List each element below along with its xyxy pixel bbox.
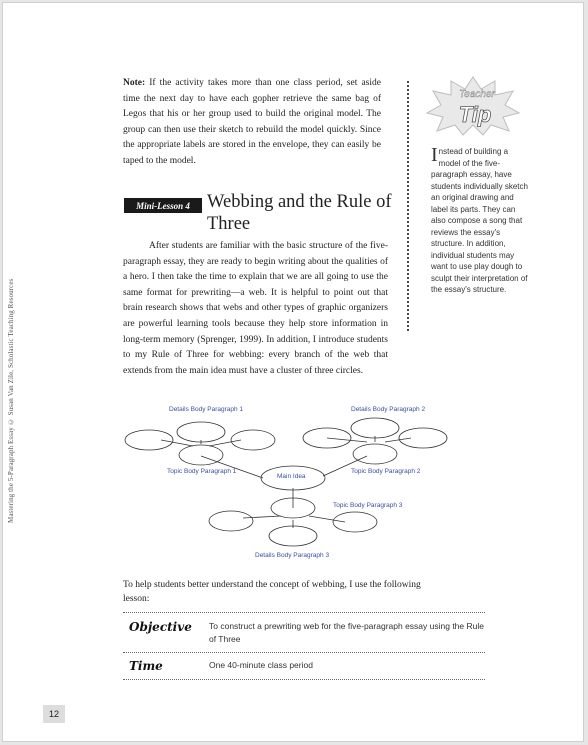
page <box>2 2 584 742</box>
detail-circle <box>333 512 377 532</box>
lesson-title: Webbing and the Rule of Three <box>207 192 392 234</box>
edge-t1-d3 <box>209 440 241 446</box>
time-row <box>123 659 485 673</box>
detail-circle <box>399 428 447 448</box>
edge-t1-d1 <box>161 440 193 446</box>
label-details-1: Details Body Paragraph 1 <box>169 406 244 413</box>
edge-t2-d1 <box>327 438 367 442</box>
teacher-tip-text <box>431 146 529 296</box>
topic-circle <box>353 444 397 464</box>
mini-lesson-tag: Mini-Lesson 4 <box>124 198 202 213</box>
table-rule-top <box>123 612 485 613</box>
edge-t3-d1 <box>243 516 281 518</box>
objective-text: To construct a prewriting web for the five-paragraph essay using the Rule of Three <box>209 621 484 644</box>
help-paragraph: To help students better understand the concept of webbing, I use the following lesson: <box>123 580 421 604</box>
detail-circle <box>209 511 253 531</box>
objective-row <box>123 620 485 645</box>
label-topic-1: Topic Body Paragraph 1 <box>167 468 237 475</box>
topic-circle <box>179 445 223 465</box>
detail-circle <box>351 418 399 438</box>
note-paragraph <box>123 76 381 169</box>
tip-dropcap: I <box>431 144 438 166</box>
table-rule-middle <box>123 652 485 653</box>
detail-circle <box>269 526 317 546</box>
badge-top-text: Teacher <box>459 89 495 100</box>
detail-circle <box>125 430 173 450</box>
tip-body: nstead of building a model of the five-paragraph essay, have students individually sketch an original drawing and label its parts. They can also compose a song that reviews the essay's structure. In addition, individual students may want to use play dough to sculpt their interpretation of the essay's structure. <box>431 147 528 294</box>
edge-t2-d3 <box>385 438 411 442</box>
time-text: One 40-minute class period <box>209 660 313 670</box>
label-details-3: Details Body Paragraph 3 <box>255 552 330 559</box>
web-diagram-svg <box>113 398 453 568</box>
page-number: 12 <box>43 705 65 723</box>
note-label: Note: <box>123 78 146 88</box>
tip-divider <box>407 81 409 331</box>
note-text: If the activity takes more than one class period, set aside time the next day to have each gopher retrieve the same bag of Legos that his or her group used to build the original model. The group can then use their sketch to rebuild the model quickly. Since the appropriate labels are stored in the envelope, they can easily be taped to the model. <box>123 78 381 166</box>
objective-label: Objective <box>129 620 192 634</box>
detail-circle <box>177 422 225 442</box>
web-diagram <box>113 398 453 568</box>
teacher-tip-badge <box>425 75 521 137</box>
label-topic-2: Topic Body Paragraph 2 <box>351 468 421 475</box>
time-label: Time <box>129 659 163 673</box>
table-rule-bottom <box>123 679 485 680</box>
side-caption: Mastering the 5-Paragraph Essay © Susan Van Zile, Scholastic Teaching Resources <box>7 278 15 523</box>
label-main-idea: Main Idea <box>277 473 306 480</box>
edge-t3-d3 <box>309 516 345 522</box>
label-topic-3: Topic Body Paragraph 3 <box>333 502 403 509</box>
label-details-2: Details Body Paragraph 2 <box>351 406 426 413</box>
body-paragraph: After students are familiar with the basic structure of the five-paragraph essay, they are ready to begin writing about the qualities of a hero. I then take the time to explain that we are all going to use the same format for prewriting—a web. It is helpful to point out that brain research shows that webs and other types of graphic organizers are powerful learning tools because they help store information in long-term memory (Sprenger, 1999). In addition, I introduce students to my Rule of Three for webbing: every branch of the web that extends from the main idea must have a cluster of three circles. <box>123 241 388 376</box>
detail-circle <box>231 430 275 450</box>
badge-main-text: Tip <box>458 102 492 127</box>
